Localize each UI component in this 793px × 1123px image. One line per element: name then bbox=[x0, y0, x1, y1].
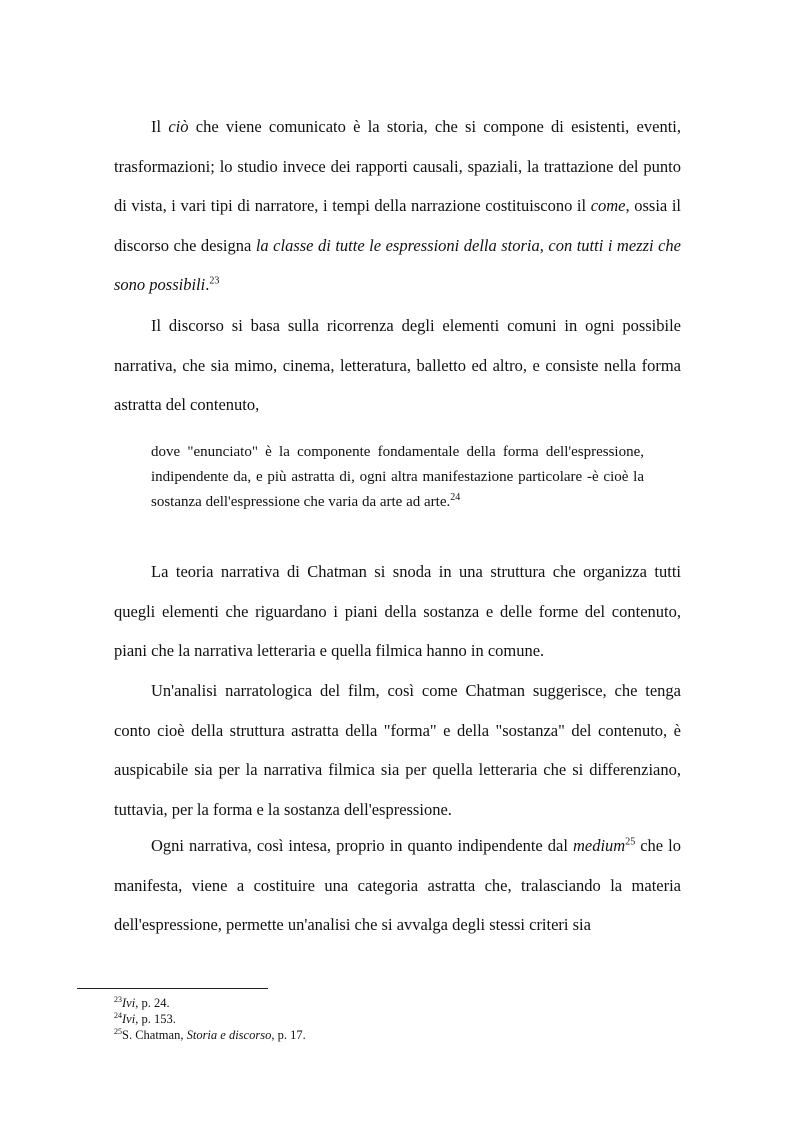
footnote-italic: Ivi bbox=[122, 996, 136, 1010]
paragraph-5 bbox=[114, 826, 681, 945]
footnote-ref: 23 bbox=[209, 275, 220, 287]
block-quote bbox=[151, 440, 644, 515]
paragraph-text: Un'analisi narratologica del film, così come Chatman suggerisce, che tenga conto cioè della struttura astratta della "forma" e della "sostanza" del contenuto, è auspicabile sia per la narrativa filmica sia per quella letteraria che si differenziano, tuttavia, per la forma e la sostanza dell'espressione. bbox=[114, 681, 681, 819]
text-run: , ossia il discorso che designa bbox=[114, 196, 681, 255]
footnote-text: , p. 24. bbox=[135, 996, 170, 1010]
text-run: Ogni narrativa, così intesa, proprio in quanto indipendente dal bbox=[151, 836, 573, 855]
text-run: . bbox=[205, 275, 210, 294]
paragraph-2 bbox=[114, 306, 681, 425]
footnote-text: , p. 17. bbox=[271, 1028, 306, 1042]
footnote-italic: Ivi bbox=[122, 1012, 136, 1026]
text-run: che lo manifesta, viene a costituire una categoria astratta che, tralasciando la materia dell'espressione, permette un'analisi che si avvalga degli stessi criteri sia bbox=[114, 836, 682, 934]
footnote-ref: 24 bbox=[450, 492, 461, 503]
footnote bbox=[114, 1011, 306, 1027]
quote-text: dove "enunciato" è la componente fondamentale della forma dell'espressione, indipendente da, e più astratta di, ogni altra manifestazione particolare -è cioè la sostanza dell'espressione che varia da arte ad arte. bbox=[151, 444, 644, 510]
footnote-text: S. Chatman, bbox=[122, 1028, 187, 1042]
italic-term: come bbox=[590, 196, 626, 215]
footnote bbox=[114, 1027, 306, 1043]
footnote-number: 25 bbox=[114, 1026, 122, 1036]
text-run: che viene comunicato è la storia, che si compone di esistenti, eventi, trasformazioni; lo studio invece dei rapporti causali, spaziali, la trattazione del punto di vista, i vari tipi di narratore, i tempi della narrazione costituiscono il bbox=[114, 117, 681, 215]
paragraph-text: Il discorso si basa sulla ricorrenza degli elementi comuni in ogni possibile narrativa, che sia mimo, cinema, letteratura, balletto ed altro, e consiste nella forma astratta del contenuto, bbox=[114, 316, 681, 414]
paragraph-1 bbox=[114, 107, 681, 305]
footnote bbox=[114, 995, 306, 1011]
paragraph-4 bbox=[114, 671, 681, 829]
footnote-number: 23 bbox=[114, 994, 122, 1004]
footnote-italic: Storia e discorso bbox=[186, 1028, 272, 1042]
italic-citation: la classe di tutte le espressioni della storia, con tutti i mezzi che sono possibili bbox=[114, 235, 681, 294]
footnote-number: 24 bbox=[114, 1010, 122, 1020]
text-run: Il bbox=[151, 117, 169, 136]
paragraph-text: La teoria narrativa di Chatman si snoda in una struttura che organizza tutti quegli elementi che riguardano i piani della sostanza e delle forme del contenuto, piani che la narrativa letteraria e quella filmica hanno in comune. bbox=[114, 562, 681, 660]
italic-term: ciò bbox=[168, 117, 189, 136]
italic-term: medium bbox=[572, 836, 626, 855]
footnote-text: , p. 153. bbox=[135, 1012, 176, 1026]
footnote-separator bbox=[77, 988, 268, 989]
footnote-ref: 25 bbox=[625, 836, 636, 848]
paragraph-3 bbox=[114, 552, 681, 671]
footnotes bbox=[114, 995, 306, 1043]
